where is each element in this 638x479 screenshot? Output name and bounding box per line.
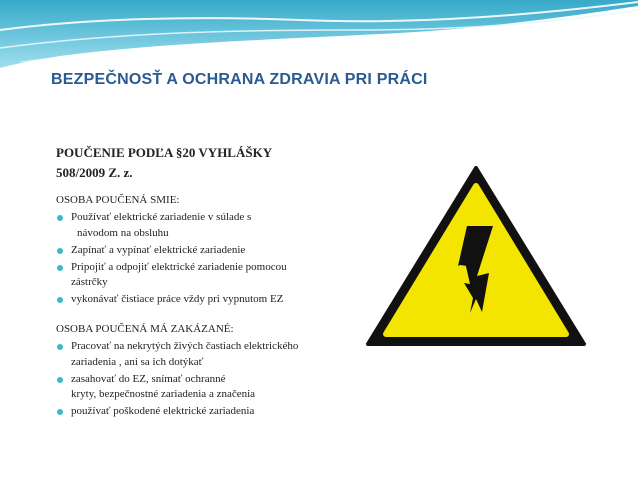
list-item <box>56 210 356 241</box>
list-item-line: Pripojiť a odpojiť elektrické zariadenie pomocou <box>71 260 287 273</box>
list-item-line: zariadenia , ani sa ich dotýkať <box>71 355 204 368</box>
heading-line-1: POUČENIE PODĽA §20 VYHLÁŠKY <box>56 145 273 160</box>
section-heading <box>56 143 316 183</box>
forbidden-list <box>56 339 366 421</box>
list-item-line: návodom na obsluhu <box>77 226 169 239</box>
list-item-line: Pracovať na nekrytých živých častiach elektrického <box>71 340 299 352</box>
list-item <box>56 292 356 308</box>
list-item-line: Zapínať a vypínať elektrické zariadenie <box>71 243 246 256</box>
header-wave-decoration <box>0 0 638 70</box>
list-item <box>56 339 366 370</box>
allowed-list <box>56 210 356 309</box>
list-item <box>56 243 356 259</box>
list-item <box>56 260 356 291</box>
list-item-line: zasahovať do EZ, snímať ochranné <box>71 372 226 385</box>
list-item <box>56 404 366 420</box>
list-item-line: vykonávať čistiace práce vždy pri vypnutom EZ <box>71 293 284 305</box>
heading-line-2: 508/2009 Z. z. <box>56 165 133 180</box>
forbidden-section-label: OSOBA POUČENÁ MÁ ZAKÁZANÉ: <box>56 323 234 335</box>
list-item-line: používať poškodené elektrické zariadenia <box>71 405 255 417</box>
list-item <box>56 372 366 403</box>
electrical-hazard-warning-icon <box>364 162 588 348</box>
list-item-line: Používať elektrické zariadenie v súlade s <box>71 211 252 223</box>
slide-title: BEZPEČNOSŤ A OCHRANA ZDRAVIA PRI PRÁCI <box>51 71 428 88</box>
list-item-line: kryty, bezpečnostné zariadenia a značenia <box>71 388 256 400</box>
list-item-line: zástrčky <box>71 276 108 288</box>
allowed-section-label: OSOBA POUČENÁ SMIE: <box>56 194 180 206</box>
